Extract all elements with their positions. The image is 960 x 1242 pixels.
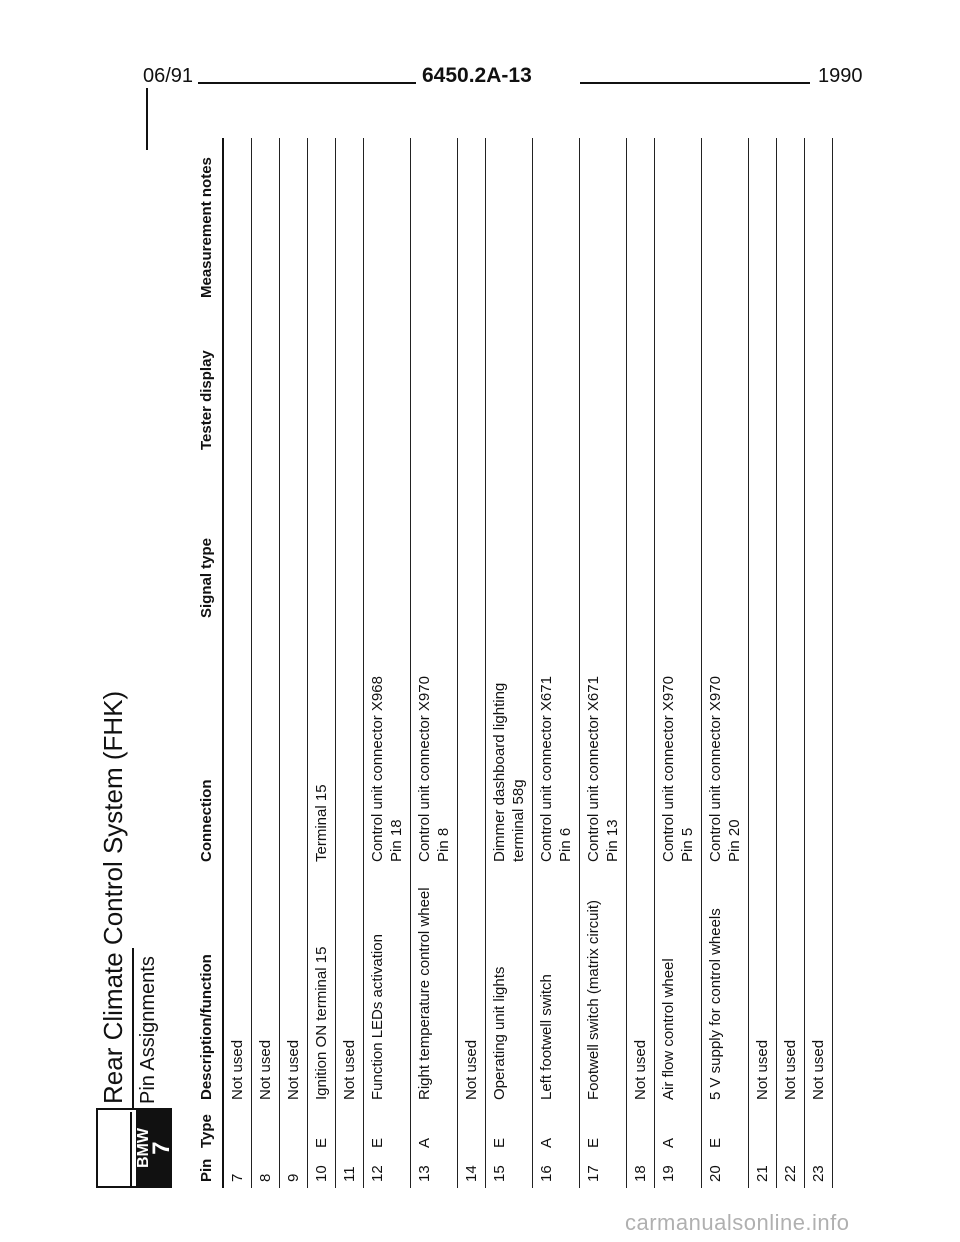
description-cell: Operating unit lights (491, 966, 508, 1100)
document-code: 6450.2A-13 (422, 64, 532, 87)
table-row (627, 138, 655, 1188)
pin-cell: 18 (632, 1165, 649, 1182)
table-row (533, 138, 580, 1188)
connection-cell: Control unit connector X970 Pin 5 (660, 676, 696, 862)
table-row (702, 138, 749, 1188)
pin-cell: 7 (229, 1173, 246, 1182)
type-cell: A (416, 1137, 433, 1148)
table-row (308, 138, 336, 1188)
type-cell: E (369, 1137, 386, 1148)
logo-brand: BMW (135, 1128, 152, 1168)
bmw-logo (96, 1108, 175, 1188)
table-row (458, 138, 486, 1188)
col-pin: Pin (198, 1158, 215, 1182)
connection-cell: Terminal 15 (313, 784, 330, 862)
table-row (252, 138, 280, 1188)
pin-cell: 11 (341, 1166, 358, 1182)
header-rule-left (198, 82, 416, 84)
header-rule-right (580, 82, 810, 84)
table-body (222, 138, 833, 1188)
table-row (336, 138, 364, 1188)
description-cell: Not used (229, 1039, 246, 1100)
pin-cell: 19 (660, 1165, 677, 1182)
connection-cell: Control unit connector X968 Pin 18 (369, 676, 405, 862)
description-cell: Air flow control wheel (660, 958, 677, 1100)
description-cell: Ignition ON terminal 15 (313, 946, 330, 1100)
header-year: 1990 (818, 65, 863, 87)
table-row (749, 138, 777, 1188)
description-cell: Not used (754, 1039, 771, 1100)
description-cell: Not used (782, 1039, 799, 1100)
description-cell: Not used (257, 1039, 274, 1100)
table-row (280, 138, 308, 1188)
logo-blank-cell (98, 1112, 132, 1186)
table-header (192, 138, 222, 1188)
table-row (777, 138, 805, 1188)
logo-model: 7 (148, 1141, 175, 1155)
table-row (224, 138, 252, 1188)
pin-cell: 14 (463, 1165, 480, 1182)
table-row (411, 138, 458, 1188)
table-row (580, 138, 627, 1188)
type-cell: E (491, 1137, 508, 1148)
pin-cell: 20 (707, 1165, 724, 1182)
description-cell: Function LEDs activation (369, 934, 386, 1100)
pin-cell: 21 (754, 1165, 771, 1182)
description-cell: Left footwell switch (538, 974, 555, 1100)
page-title: Rear Climate Control System (FHK) (98, 690, 128, 1104)
type-cell: E (313, 1137, 330, 1148)
pin-cell: 22 (782, 1165, 799, 1182)
description-cell: Footwell switch (matrix circuit) (585, 899, 602, 1100)
pin-cell: 15 (491, 1165, 508, 1182)
title-rule (132, 948, 134, 1108)
pin-cell: 10 (313, 1165, 330, 1182)
connection-cell: Control unit connector X671 Pin 6 (538, 676, 574, 862)
header-date: 06/91 (143, 65, 194, 87)
table-row (805, 138, 833, 1188)
type-cell: A (538, 1137, 555, 1148)
description-cell: Right temperature control wheel (416, 887, 433, 1100)
description-cell: 5 V supply for control wheels (707, 908, 724, 1100)
connection-cell: Control unit connector X970 Pin 20 (707, 676, 743, 862)
pin-cell: 9 (285, 1173, 302, 1182)
connection-cell: Dimmer dashboard lighting terminal 58g (491, 682, 527, 862)
logo-badge (135, 1110, 175, 1186)
table-row (364, 138, 411, 1188)
type-cell: A (660, 1137, 677, 1148)
col-description: Description/function (198, 954, 215, 1100)
col-signal-type: Signal type (198, 537, 215, 618)
table-row (655, 138, 702, 1188)
pin-cell: 12 (369, 1165, 386, 1182)
table-row (486, 138, 533, 1188)
description-cell: Not used (341, 1039, 358, 1100)
description-cell: Not used (810, 1039, 827, 1100)
connection-cell: Control unit connector X970 Pin 8 (416, 676, 452, 862)
col-type: Type (198, 1114, 215, 1148)
pin-cell: 17 (585, 1165, 602, 1182)
type-cell: E (585, 1137, 602, 1148)
pin-cell: 8 (257, 1173, 274, 1182)
rotated-page (96, 138, 827, 1188)
pin-cell: 16 (538, 1165, 555, 1182)
pin-table (192, 138, 833, 1188)
description-cell: Not used (285, 1039, 302, 1100)
type-cell: E (707, 1137, 724, 1148)
col-measurement-notes: Measurement notes (198, 157, 215, 298)
pin-cell: 23 (810, 1165, 827, 1182)
connection-cell: Control unit connector X671 Pin 13 (585, 676, 621, 862)
col-tester-display: Tester display (198, 350, 215, 450)
col-connection: Connection (198, 779, 215, 862)
description-cell: Not used (463, 1039, 480, 1100)
page-subtitle: Pin Assignments (137, 956, 159, 1104)
description-cell: Not used (632, 1039, 649, 1100)
watermark: carmanualsonline.info (625, 1210, 850, 1235)
pin-cell: 13 (416, 1165, 433, 1182)
